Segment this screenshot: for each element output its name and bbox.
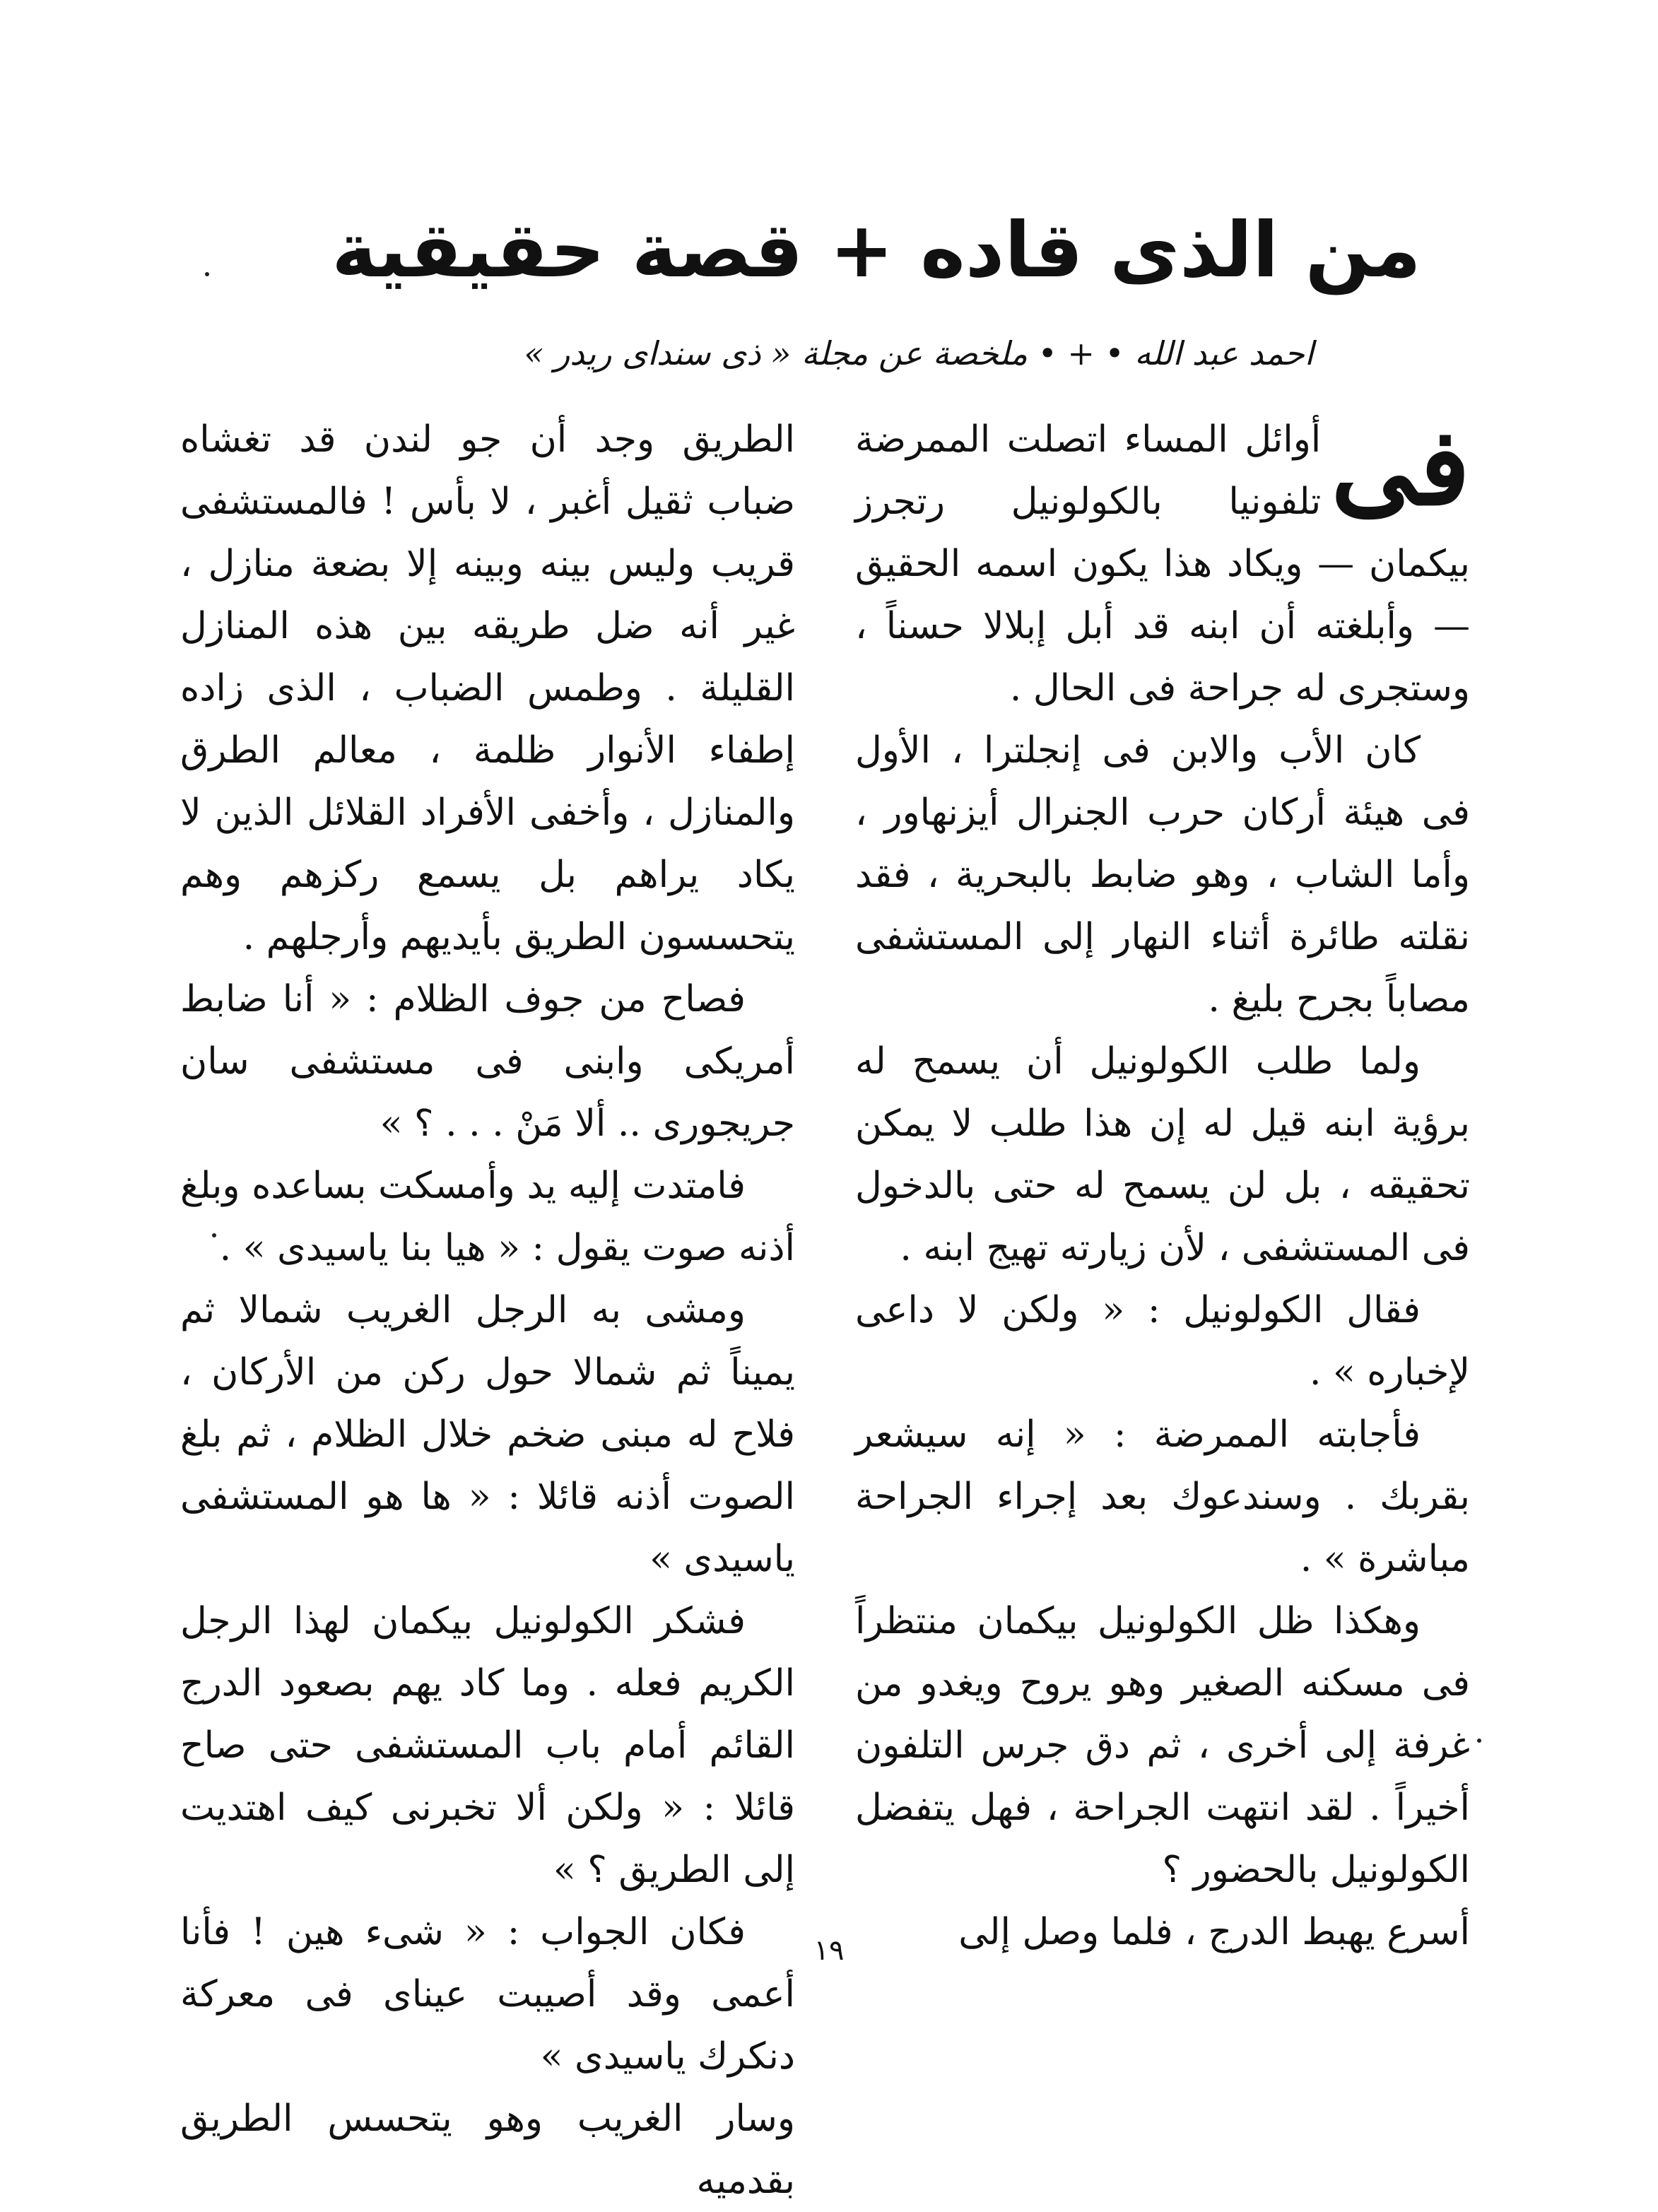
paragraph: وسار الغريب وهو يتحسس الطريق بقدميه — [180, 2098, 795, 2202]
ink-speck — [212, 1233, 216, 1237]
paragraph: أسرع يهبط الدرج ، فلما وصل إلى — [958, 1911, 1470, 1953]
paragraph: فشكر الكولونيل بيكمان لهذا الرجل الكريم فعله . وما كاد يهم بصعود الدرج القائم أمام باب المستشفى حتى صاح قائلا : « ولكن ألا تخبرنى كيف اهتديت إلى الطريق ؟ » — [180, 1600, 795, 1891]
paragraph: فأجابته الممرضة : « إنه سيشعر بقربك . وسندعوك بعد إجراء الجراحة مباشرة » . — [855, 1413, 1470, 1580]
paragraph: الطريق وجد أن جو لندن قد تغشاه ضباب ثقيل أغبر ، لا بأس ! فالمستشفى قريب وليس بينه وبينه إلا بضعة منازل ، غير أنه ضل طريقه بين هذه المنازل القليلة . وطمس الضباب ، الذى زاده إطفاء الأنوار ظلمة ، معالم الطرق والمنازل ، وأخفى الأفراد القلائل الذين لا يكاد يراهم بل يسمع ركزهم وهم يتحسسون الطريق بأيديهم وأرجلهم . — [180, 418, 795, 958]
paragraph: كان الأب والابن فى إنجلترا ، الأول فى هيئة أركان حرب الجنرال أيزنهاور ، وأما الشاب ، وهو ضابط بالبحرية ، فقد نقلته طائرة أثناء النهار إلى المستشفى مصاباً بجرح بليغ . — [855, 729, 1470, 1020]
drop-cap: فى — [1331, 405, 1470, 529]
article-byline: احمد عبد الله • + • ملخصة عن مجلة « ذى سنداى ريدر » — [524, 334, 1314, 372]
paragraph: فامتدت إليه يد وأمسكت بساعده وبلغ أذنه صوت يقول : « هيا بنا ياسيدى » . — [180, 1165, 795, 1269]
page-number: ١٩ — [813, 1934, 845, 1967]
paragraph: فقال الكولونيل : « ولكن لا داعى لإخباره » . — [855, 1289, 1470, 1394]
paragraph: ومشى به الرجل الغريب شمالا ثم يميناً ثم شمالا حول ركن من الأركان ، فلاح له مبنى ضخم خلال الظلام ، ثم بلغ الصوت أذنه قائلا : « ها هو المستشفى ياسيدى » — [180, 1289, 795, 1580]
article-title: من الذى قاده + قصة حقيقية — [331, 206, 1421, 295]
paragraph: ولما طلب الكولونيل أن يسمح له برؤية ابنه قيل له إن هذا طلب لا يمكن تحقيقه ، بل لن يسمح له حتى بالدخول فى المستشفى ، لأن زيارته تهيج ابنه . — [855, 1040, 1470, 1269]
ink-speck — [205, 272, 209, 276]
right-column — [855, 405, 1470, 1953]
paragraph: فكان الجواب : « شىء هين ! فأنا أعمى وقد أصيبت عيناى فى معركة دنكرك ياسيدى » — [180, 1911, 795, 2078]
paragraph: وهكذا ظل الكولونيل بيكمان منتظراً فى مسكنه الصغير وهو يروح ويغدو من غرفة إلى أخرى ، ثم دق جرس التلفون أخيراً . لقد انتهت الجراحة ، فهل يتفضل الكولونيل بالحضور ؟ — [855, 1600, 1470, 1891]
left-column — [180, 408, 795, 2202]
ink-speck — [1477, 1739, 1481, 1743]
paragraph: أوائل المساء اتصلت الممرضة تلفونيا بالكولونيل رتجرز بيكمان — ويكاد هذا يكون اسمه الحقيق — وأبلغته أن ابنه قد أبل إبلالا حسناً ، وستجرى له جراحة فى الحال . — [855, 418, 1470, 710]
paragraph: فصاح من جوف الظلام : « أنا ضابط أمريكى وابنى فى مستشفى سان جريجورى .. ألا مَنْ . . . ؟ » — [180, 978, 795, 1145]
